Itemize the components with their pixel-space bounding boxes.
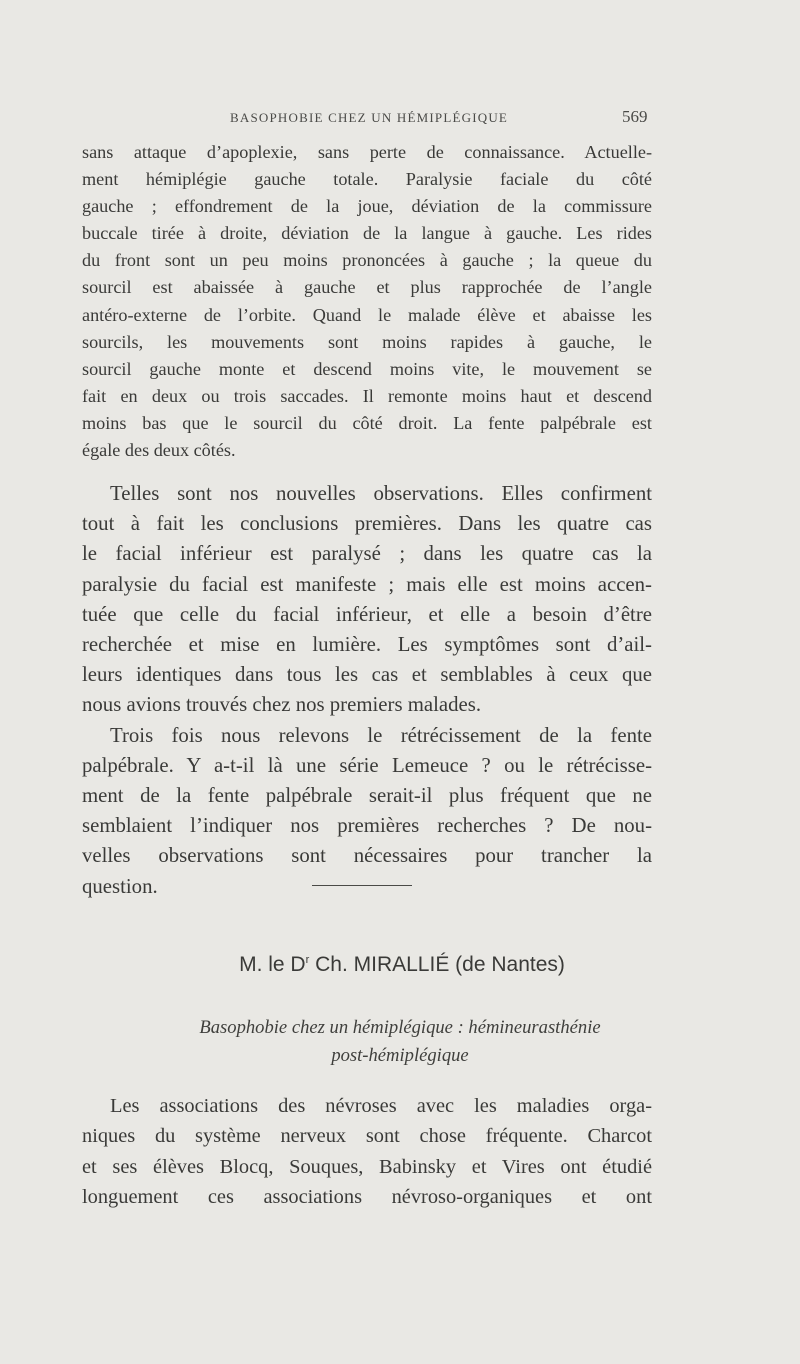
text-line: Les associations des névroses avec les maladies orga- — [110, 1095, 652, 1117]
text-line: paralysie du facial est manifeste ; mais elle est moins accen- — [82, 572, 652, 596]
author-name: Ch. MIRALLIÉ (de Nantes) — [309, 953, 565, 976]
text-line: palpébrale. Y a-t-il là une série Lemeuce ? ou le rétrécisse- — [82, 753, 652, 777]
text-line: Telles sont nos nouvelles observations. Elles confirment — [110, 482, 652, 505]
text-line: niques du système nerveux sont chose fréquente. Charcot — [82, 1125, 652, 1148]
article-intro-paragraph — [82, 1091, 652, 1213]
running-title: BASOPHOBIE CHEZ UN HÉMIPLÉGIQUE — [230, 110, 509, 125]
text-line: leurs identiques dans tous les cas et semblables à ceux que — [82, 663, 652, 687]
text-line: velles observations sont nécessaires pour trancher la — [82, 844, 652, 868]
text-line: le facial inférieur est paralysé ; dans les quatre cas la — [82, 542, 652, 566]
case-description-paragraph — [82, 139, 652, 464]
text-line: nous avions trouvés chez nos premiers malades. — [82, 693, 482, 717]
text-line: semblaient l’indiquer nos premières recherches ? De nou- — [82, 814, 652, 838]
text-line: buccale tirée à droite, déviation de la langue à gauche. Les rides — [82, 223, 652, 244]
section-divider — [312, 885, 412, 886]
text-line: sourcils, les mouvements sont moins rapides à gauche, le — [82, 331, 652, 352]
text-line: ment de la fente palpébrale serait-il plus fréquent que ne — [82, 784, 652, 808]
text-line: égale des deux côtés. — [82, 440, 236, 461]
author-title-sup: r — [305, 954, 310, 966]
text-line: Trois fois nous relevons le rétrécissement de la fente — [110, 723, 652, 747]
text-line: moins bas que le sourcil du côté droit. La fente palpébrale est — [82, 412, 652, 433]
text-line: fait en deux ou trois saccades. Il remonte moins haut et descend — [82, 385, 652, 406]
article-author — [0, 953, 800, 977]
article-title-line: post-hémiplégique — [331, 1045, 469, 1066]
article-title-line: Basophobie chez un hémiplégique : hémineurasthénie — [199, 1017, 601, 1038]
conclusions-section — [82, 479, 652, 902]
text-line: antéro-externe de l’orbite. Quand le malade élève et abaisse les — [82, 304, 652, 325]
running-head — [0, 107, 800, 132]
palpebral-paragraph — [82, 721, 652, 902]
text-line: sans attaque d’apoplexie, sans perte de connaissance. Actuelle- — [82, 142, 652, 162]
text-line: sourcil est abaissée à gauche et plus rapprochée de l’angle — [82, 277, 652, 298]
text-line: sourcil gauche monte et descend moins vite, le mouvement se — [82, 358, 652, 379]
text-line: du front sont un peu moins prononcées à gauche ; la queue du — [82, 250, 652, 271]
author-prefix: M. le D — [239, 953, 306, 976]
text-line: recherchée et mise en lumière. Les symptômes sont d’ail- — [82, 633, 652, 657]
page-number: 569 — [622, 107, 648, 126]
text-line: question. — [82, 874, 158, 898]
text-line: et ses élèves Blocq, Souques, Babinsky et Vires ont étudié — [82, 1155, 652, 1178]
conclusions-paragraph — [82, 479, 652, 721]
text-line: ment hémiplégie gauche totale. Paralysie faciale du côté — [82, 169, 652, 190]
text-line: gauche ; effondrement de la joue, déviation de la commissure — [82, 196, 652, 217]
text-line: longuement ces associations névroso-organiques et ont — [82, 1186, 652, 1209]
text-line: tuée que celle du facial inférieur, et elle a besoin d’être — [82, 602, 652, 626]
text-line: tout à fait les conclusions premières. Dans les quatre cas — [82, 512, 652, 536]
article-title — [0, 1014, 800, 1070]
